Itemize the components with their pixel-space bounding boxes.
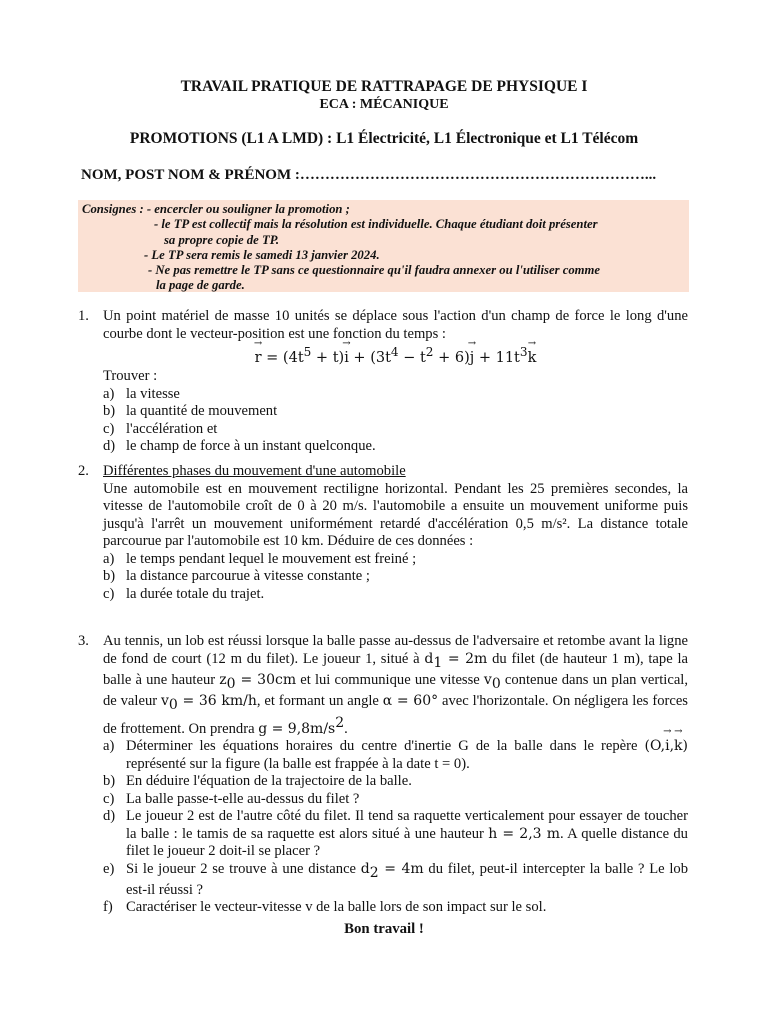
sub-question-text: la durée totale du trajet. bbox=[126, 585, 265, 602]
math-value: (O, bbox=[644, 738, 666, 755]
math-value: = 4m bbox=[378, 860, 424, 877]
math-symbol: v bbox=[483, 671, 492, 688]
question-text bbox=[103, 633, 688, 738]
instructions-box bbox=[78, 200, 689, 292]
text-part: avec l'horizontale. On négligera les forces de frottement. On prendra bbox=[103, 693, 688, 737]
math-symbol: d bbox=[360, 860, 370, 877]
sub-question-text: Si le joueur 2 se trouve à une distance bbox=[126, 860, 361, 877]
question-number: 3. bbox=[78, 633, 89, 649]
formula-part: → r bbox=[255, 350, 262, 368]
sub-question-list bbox=[103, 386, 688, 456]
instruction-line: - le TP est collectif mais la résolution est individuelle. Chaque étudiant doit présenter bbox=[154, 217, 598, 232]
math-symbol: z bbox=[219, 671, 227, 688]
sub-question bbox=[103, 551, 688, 569]
formula-exponent: 5 bbox=[303, 345, 312, 359]
text-part: , et formant un angle bbox=[256, 693, 383, 710]
math-value: = 36 km/h bbox=[177, 693, 257, 710]
instruction-line: - Le TP sera remis le samedi 13 janvier 2024. bbox=[144, 247, 380, 262]
question-prompt: Trouver : bbox=[103, 368, 158, 385]
question-3 bbox=[78, 633, 688, 917]
math-subscript: 2 bbox=[369, 864, 379, 881]
sub-question-list bbox=[103, 551, 688, 604]
sub-question-text: Déterminer les équations horaires du centre d'inertie G de la balle dans le repère bbox=[126, 738, 645, 755]
math-subscript: 0 bbox=[226, 675, 236, 692]
math-value: h = 2,3 m bbox=[488, 825, 560, 842]
sub-question-text: la vitesse bbox=[126, 385, 180, 402]
sub-question-marker: d) bbox=[103, 808, 116, 825]
math-symbol: → i bbox=[665, 738, 669, 756]
position-vector-formula bbox=[103, 344, 688, 367]
sub-question-text: du filet, peut-il intercepter la balle ? Le lob est-il réussi ? bbox=[126, 860, 688, 898]
document-subtitle: ECA : MÉCANIQUE bbox=[319, 97, 449, 112]
formula-part: + (3t bbox=[348, 349, 391, 366]
sub-question-marker: a) bbox=[103, 385, 115, 402]
sub-question-text: . A quelle distance du filet le joueur 2 doit-il se placer ? bbox=[126, 825, 688, 860]
question-1 bbox=[78, 308, 688, 456]
document-title: TRAVAIL PRATIQUE DE RATTRAPAGE DE PHYSIQUE I bbox=[180, 78, 588, 95]
text-part: et lui communique une vitesse bbox=[296, 671, 484, 688]
question-heading: Différentes phases du mouvement d'une automobile bbox=[103, 463, 406, 479]
sub-question-marker: e) bbox=[103, 860, 115, 877]
math-exponent: 2 bbox=[335, 714, 345, 731]
sub-question bbox=[103, 808, 688, 861]
formula-exponent: 3 bbox=[519, 345, 528, 359]
question-text: Une automobile est en mouvement rectiligne horizontal. Pendant les 25 premières secondes, la vitesse de l'automobile croît de 0 à 20 m/s. l'automobile a ensuite un mouvement uniforme puis jusqu'à l'arrêt un mouvement uniformément retardé d'accélération 0,5 m/s². La distance totale parcourue par l'automobile est 10 km. Déduire de ces données : bbox=[103, 480, 688, 549]
formula-part: − t bbox=[398, 349, 426, 366]
text-part: . bbox=[344, 720, 348, 737]
sub-question-text: représenté sur la figure (la balle est frappée à la date t = 0). bbox=[126, 755, 470, 772]
question-number: 2. bbox=[78, 463, 89, 479]
sub-question bbox=[103, 568, 688, 586]
question-text: Un point matériel de masse 10 unités se déplace sous l'action d'un champ de force le long d'une courbe dont le vecteur-position est une fonction du temps : bbox=[103, 308, 688, 342]
question-2 bbox=[78, 463, 688, 603]
sub-question-marker: a) bbox=[103, 550, 115, 567]
math-symbol: v bbox=[160, 693, 169, 710]
question-number: 1. bbox=[78, 308, 89, 324]
formula-part: → i bbox=[344, 350, 349, 368]
name-field-line: NOM, POST NOM & PRÉNOM :……………………………………………………………... bbox=[81, 167, 657, 183]
sub-question-marker: f) bbox=[103, 899, 113, 916]
instruction-line: Consignes : - encercler ou souligner la promotion ; bbox=[82, 202, 350, 216]
math-symbol: d bbox=[424, 650, 434, 667]
sub-question-text: la distance parcourue à vitesse constante ; bbox=[126, 568, 370, 584]
math-value: = 2m bbox=[442, 650, 488, 667]
formula-part: + t) bbox=[311, 349, 345, 366]
text-part: contenue dans un plan vertical, de valeur bbox=[103, 671, 689, 710]
math-value: , bbox=[669, 738, 675, 755]
sub-question bbox=[103, 421, 688, 439]
sub-question bbox=[103, 586, 688, 604]
formula-part: = (4t bbox=[261, 349, 304, 366]
sub-question bbox=[103, 791, 688, 809]
math-value: = 30cm bbox=[235, 671, 297, 688]
sub-question bbox=[103, 738, 688, 773]
formula-part: → k bbox=[528, 350, 537, 368]
instruction-line: sa propre copie de TP. bbox=[164, 232, 279, 247]
instruction-line: - Ne pas remettre le TP sans ce questionnaire qu'il faudra annexer ou l'utiliser comme bbox=[148, 263, 601, 278]
sub-question-marker: b) bbox=[103, 568, 116, 584]
sub-question-list bbox=[103, 738, 688, 917]
sub-question-text: la quantité de mouvement bbox=[126, 403, 278, 420]
sub-question-text: le temps pendant lequel le mouvement est freiné ; bbox=[126, 550, 417, 567]
sub-question-text: le champ de force à un instant quelconque. bbox=[126, 438, 376, 455]
promotions-line: PROMOTIONS (L1 A LMD) : L1 Électricité, L1 Électronique et L1 Télécom bbox=[129, 130, 639, 147]
math-value: g = 9,8m/s bbox=[258, 720, 336, 737]
math-subscript: 0 bbox=[168, 697, 178, 714]
sub-question-text: l'accélération et bbox=[126, 420, 218, 437]
sub-question bbox=[103, 386, 688, 404]
text-part: du filet (de hauteur 1 m), tape la balle à une hauteur bbox=[103, 650, 688, 688]
sub-question bbox=[103, 861, 688, 900]
sub-question bbox=[103, 438, 688, 456]
sub-question-marker: b) bbox=[103, 403, 116, 420]
sub-question bbox=[103, 899, 688, 917]
sub-question bbox=[103, 773, 688, 791]
math-subscript: 0 bbox=[491, 675, 501, 692]
math-value: α = 60° bbox=[382, 693, 439, 710]
sub-question-text: Caractériser le vecteur-vitesse v de la balle lors de son impact sur le sol. bbox=[126, 899, 547, 916]
formula-part: → j bbox=[470, 350, 475, 368]
formula-part: + 11t bbox=[474, 349, 520, 366]
sub-question-marker: a) bbox=[103, 738, 115, 755]
sub-question bbox=[103, 403, 688, 421]
formula-part: + 6) bbox=[433, 349, 470, 366]
text-part: Au tennis, un lob est réussi lorsque la balle passe au-dessus de l'adversaire et retombe avant la ligne de fond de court (12 m du filet). Le joueur 1, situé à bbox=[103, 633, 688, 667]
closing-text: Bon travail ! bbox=[344, 921, 424, 937]
math-subscript: 1 bbox=[433, 654, 443, 671]
sub-question-text: Le joueur 2 est de l'autre côté du filet. Il tend sa raquette verticalement pour essayer de toucher la balle : le tamis de sa raquette est alors situé à une hauteur bbox=[126, 808, 688, 842]
math-value: ) bbox=[682, 738, 688, 755]
sub-question-text: La balle passe-t-elle au-dessus du filet ? bbox=[126, 790, 360, 807]
sub-question-marker: b) bbox=[103, 773, 116, 790]
formula-exponent: 4 bbox=[390, 345, 399, 359]
sub-question-marker: c) bbox=[103, 585, 115, 602]
sub-question-marker: c) bbox=[103, 790, 115, 807]
math-symbol: → k bbox=[674, 738, 682, 756]
instruction-line: la page de garde. bbox=[156, 278, 245, 293]
formula-exponent: 2 bbox=[425, 345, 434, 359]
sub-question-text: En déduire l'équation de la trajectoire de la balle. bbox=[126, 773, 412, 790]
sub-question-marker: c) bbox=[103, 420, 115, 437]
sub-question-marker: d) bbox=[103, 438, 116, 455]
